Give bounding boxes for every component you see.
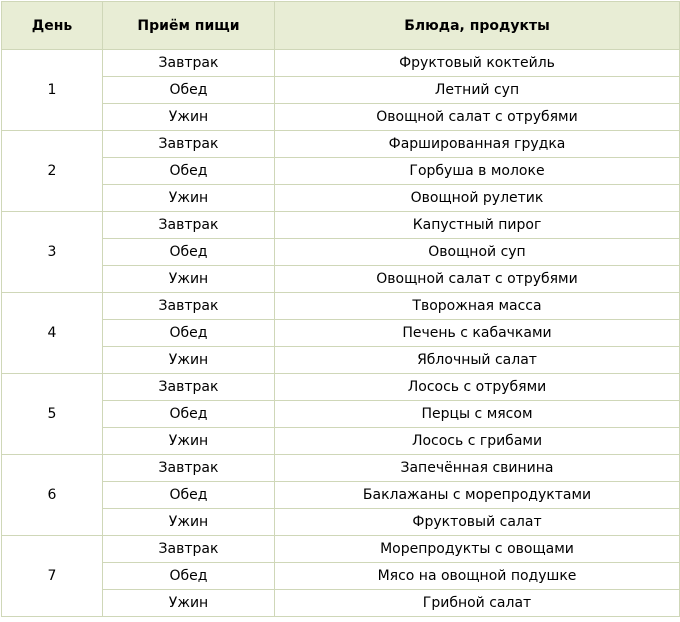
table-row xyxy=(2,536,680,563)
meal-cell: Завтрак xyxy=(103,374,275,401)
meal-cell: Обед xyxy=(103,77,275,104)
dish-cell: Овощной салат с отрубями xyxy=(275,266,680,293)
meal-cell: Завтрак xyxy=(103,536,275,563)
table-row xyxy=(2,401,680,428)
meal-cell: Ужин xyxy=(103,428,275,455)
dish-cell: Горбуша в молоке xyxy=(275,158,680,185)
table-row xyxy=(2,347,680,374)
table-row xyxy=(2,131,680,158)
table-row xyxy=(2,50,680,77)
table-row xyxy=(2,266,680,293)
day-number-cell: 7 xyxy=(2,536,103,617)
meal-cell: Завтрак xyxy=(103,455,275,482)
dish-cell: Овощной рулетик xyxy=(275,185,680,212)
day-number-cell: 6 xyxy=(2,455,103,536)
meal-plan-table xyxy=(1,1,680,617)
dish-cell: Капустный пирог xyxy=(275,212,680,239)
day-number-cell: 1 xyxy=(2,50,103,131)
meal-cell: Ужин xyxy=(103,185,275,212)
meal-cell: Обед xyxy=(103,239,275,266)
table-row xyxy=(2,455,680,482)
dish-cell: Фруктовый коктейль xyxy=(275,50,680,77)
table-header xyxy=(2,2,680,50)
table-row xyxy=(2,239,680,266)
dish-cell: Грибной салат xyxy=(275,590,680,617)
day-number-cell: 2 xyxy=(2,131,103,212)
dish-cell: Фаршированная грудка xyxy=(275,131,680,158)
dish-cell: Творожная масса xyxy=(275,293,680,320)
table-row xyxy=(2,590,680,617)
table-body xyxy=(2,50,680,617)
dish-cell: Летний суп xyxy=(275,77,680,104)
header-day: День xyxy=(2,2,103,50)
table-row xyxy=(2,77,680,104)
meal-cell: Завтрак xyxy=(103,293,275,320)
dish-cell: Лосось с грибами xyxy=(275,428,680,455)
table-row xyxy=(2,563,680,590)
dish-cell: Овощной салат с отрубями xyxy=(275,104,680,131)
meal-cell: Обед xyxy=(103,320,275,347)
dish-cell: Мясо на овощной подушке xyxy=(275,563,680,590)
table-row xyxy=(2,104,680,131)
meal-cell: Обед xyxy=(103,482,275,509)
meal-cell: Завтрак xyxy=(103,131,275,158)
meal-cell: Обед xyxy=(103,563,275,590)
meal-cell: Ужин xyxy=(103,509,275,536)
dish-cell: Фруктовый салат xyxy=(275,509,680,536)
dish-cell: Запечённая свинина xyxy=(275,455,680,482)
table-row xyxy=(2,482,680,509)
dish-cell: Яблочный салат xyxy=(275,347,680,374)
day-number-cell: 3 xyxy=(2,212,103,293)
header-dishes: Блюда, продукты xyxy=(275,2,680,50)
dish-cell: Лосось с отрубями xyxy=(275,374,680,401)
table-row xyxy=(2,158,680,185)
table-row xyxy=(2,293,680,320)
meal-cell: Ужин xyxy=(103,266,275,293)
table-row xyxy=(2,428,680,455)
dish-cell: Перцы с мясом xyxy=(275,401,680,428)
meal-cell: Ужин xyxy=(103,347,275,374)
meal-cell: Обед xyxy=(103,401,275,428)
dish-cell: Овощной суп xyxy=(275,239,680,266)
table-row xyxy=(2,185,680,212)
meal-cell: Ужин xyxy=(103,590,275,617)
day-number-cell: 4 xyxy=(2,293,103,374)
dish-cell: Печень с кабачками xyxy=(275,320,680,347)
table-row xyxy=(2,509,680,536)
dish-cell: Баклажаны с морепродуктами xyxy=(275,482,680,509)
meal-cell: Завтрак xyxy=(103,212,275,239)
table-row xyxy=(2,320,680,347)
table-row xyxy=(2,374,680,401)
day-number-cell: 5 xyxy=(2,374,103,455)
header-row xyxy=(2,2,680,50)
table-row xyxy=(2,212,680,239)
meal-cell: Ужин xyxy=(103,104,275,131)
meal-cell: Завтрак xyxy=(103,50,275,77)
meal-cell: Обед xyxy=(103,158,275,185)
header-meal: Приём пищи xyxy=(103,2,275,50)
dish-cell: Морепродукты с овощами xyxy=(275,536,680,563)
